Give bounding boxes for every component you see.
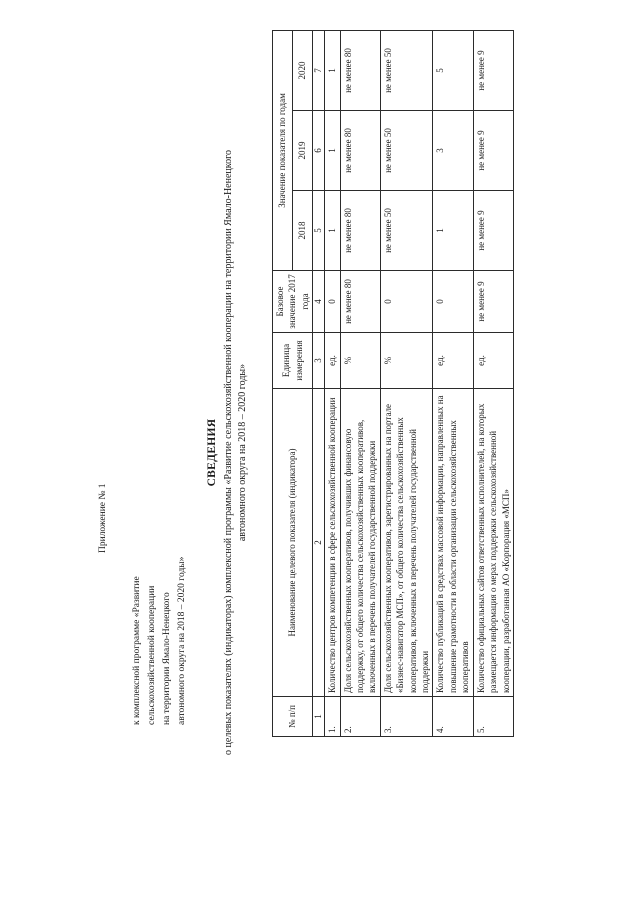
table-row — [340, 30, 380, 736]
table-header-row — [273, 30, 293, 736]
table-row — [325, 30, 340, 736]
row-num: 1. — [325, 697, 340, 737]
row-unit: % — [340, 333, 380, 389]
header-2020: 2020 — [293, 30, 313, 110]
row-value-2018: не менее 50 — [380, 191, 433, 271]
column-number-row — [313, 30, 325, 736]
row-unit: % — [380, 333, 433, 389]
row-base-value: 0 — [325, 271, 340, 333]
row-value-2019: не менее 80 — [340, 111, 380, 191]
document-title: СВЕДЕНИЯ — [206, 418, 218, 487]
header-2018: 2018 — [293, 191, 313, 271]
row-base-value: не менее 9 — [473, 271, 513, 333]
row-indicator-name: Количество официальных сайтов ответственных исполнителей, на которых размещается информация о мерах поддержки сельскохозяйственной кооперации, разработанная АО «Корпорация «МСП» — [473, 389, 513, 697]
row-indicator-name: Доля сельскохозяйственных кооперативов, получивших финансовую поддержку, от общего количества сельскохозяйственных кооперативов, включенных в перечень получателей государственной поддержки — [340, 389, 380, 697]
header-values-group: Значение показателя по годам — [273, 30, 293, 270]
indicators-table — [272, 30, 514, 737]
row-value-2020: 5 — [433, 30, 473, 110]
column-number: 6 — [313, 111, 325, 191]
column-number: 3 — [313, 333, 325, 389]
row-value-2019: не менее 9 — [473, 111, 513, 191]
column-number: 4 — [313, 271, 325, 333]
header-name: Наименование целевого показателя (индикатора) — [273, 389, 313, 697]
document-subtitle: о целевых показателях (индикаторах) комплексной программы «Развитие сельскохозяйственной кооперации на территории Ямало-Ненецкого автономного округа на 2018 – 2020 годы» — [223, 150, 248, 755]
row-num: 2. — [340, 697, 380, 737]
row-base-value: 0 — [433, 271, 473, 333]
column-number: 2 — [313, 389, 325, 697]
column-number: 1 — [313, 697, 325, 737]
table-row — [473, 30, 513, 736]
row-value-2019: 3 — [433, 111, 473, 191]
row-num: 5. — [473, 697, 513, 737]
column-number: 5 — [313, 191, 325, 271]
appendix-number: Приложение № 1 — [98, 483, 108, 553]
row-num: 3. — [380, 697, 433, 737]
table-row — [433, 30, 473, 736]
row-unit: ед. — [325, 333, 340, 389]
row-indicator-name: Количество публикаций в средствах массовой информации, направленных на повышение грамотности в области организации сельскохозяйственных кооперативов — [433, 389, 473, 697]
row-base-value: 0 — [380, 271, 433, 333]
row-indicator-name: Доля сельскохозяйственных кооперативов, зарегистрированных на портале «Бизнес-навигатор МСП», от общего количества сельскохозяйственных кооперативов, включенных в перечень получателей государственной поддержки — [380, 389, 433, 697]
row-value-2018: не менее 80 — [340, 191, 380, 271]
row-value-2020: не менее 50 — [380, 30, 433, 110]
row-unit: ед. — [433, 333, 473, 389]
row-indicator-name: Количество центров компетенции в сфере сельскохозяйственной кооперации — [325, 389, 340, 697]
row-value-2019: 1 — [325, 111, 340, 191]
column-number: 7 — [313, 30, 325, 110]
row-value-2020: 1 — [325, 30, 340, 110]
row-value-2020: не менее 9 — [473, 30, 513, 110]
row-value-2018: 1 — [433, 191, 473, 271]
header-base: Базовое значение 2017 года — [273, 271, 313, 333]
row-value-2018: 1 — [325, 191, 340, 271]
row-value-2018: не менее 9 — [473, 191, 513, 271]
header-2019: 2019 — [293, 111, 313, 191]
row-base-value: не менее 80 — [340, 271, 380, 333]
header-num: № п/п — [273, 697, 313, 737]
row-num: 4. — [433, 697, 473, 737]
row-unit: ед. — [473, 333, 513, 389]
row-value-2019: не менее 50 — [380, 111, 433, 191]
table-row — [380, 30, 433, 736]
appendix-text: к комплексной программе «Развитие сельскохозяйственной кооперации на территории Ямало-Ненецкого автономного округа на 2018 – 2020 годы» — [132, 556, 187, 725]
row-value-2020: не менее 80 — [340, 30, 380, 110]
header-unit: Единица измерения — [273, 333, 313, 389]
